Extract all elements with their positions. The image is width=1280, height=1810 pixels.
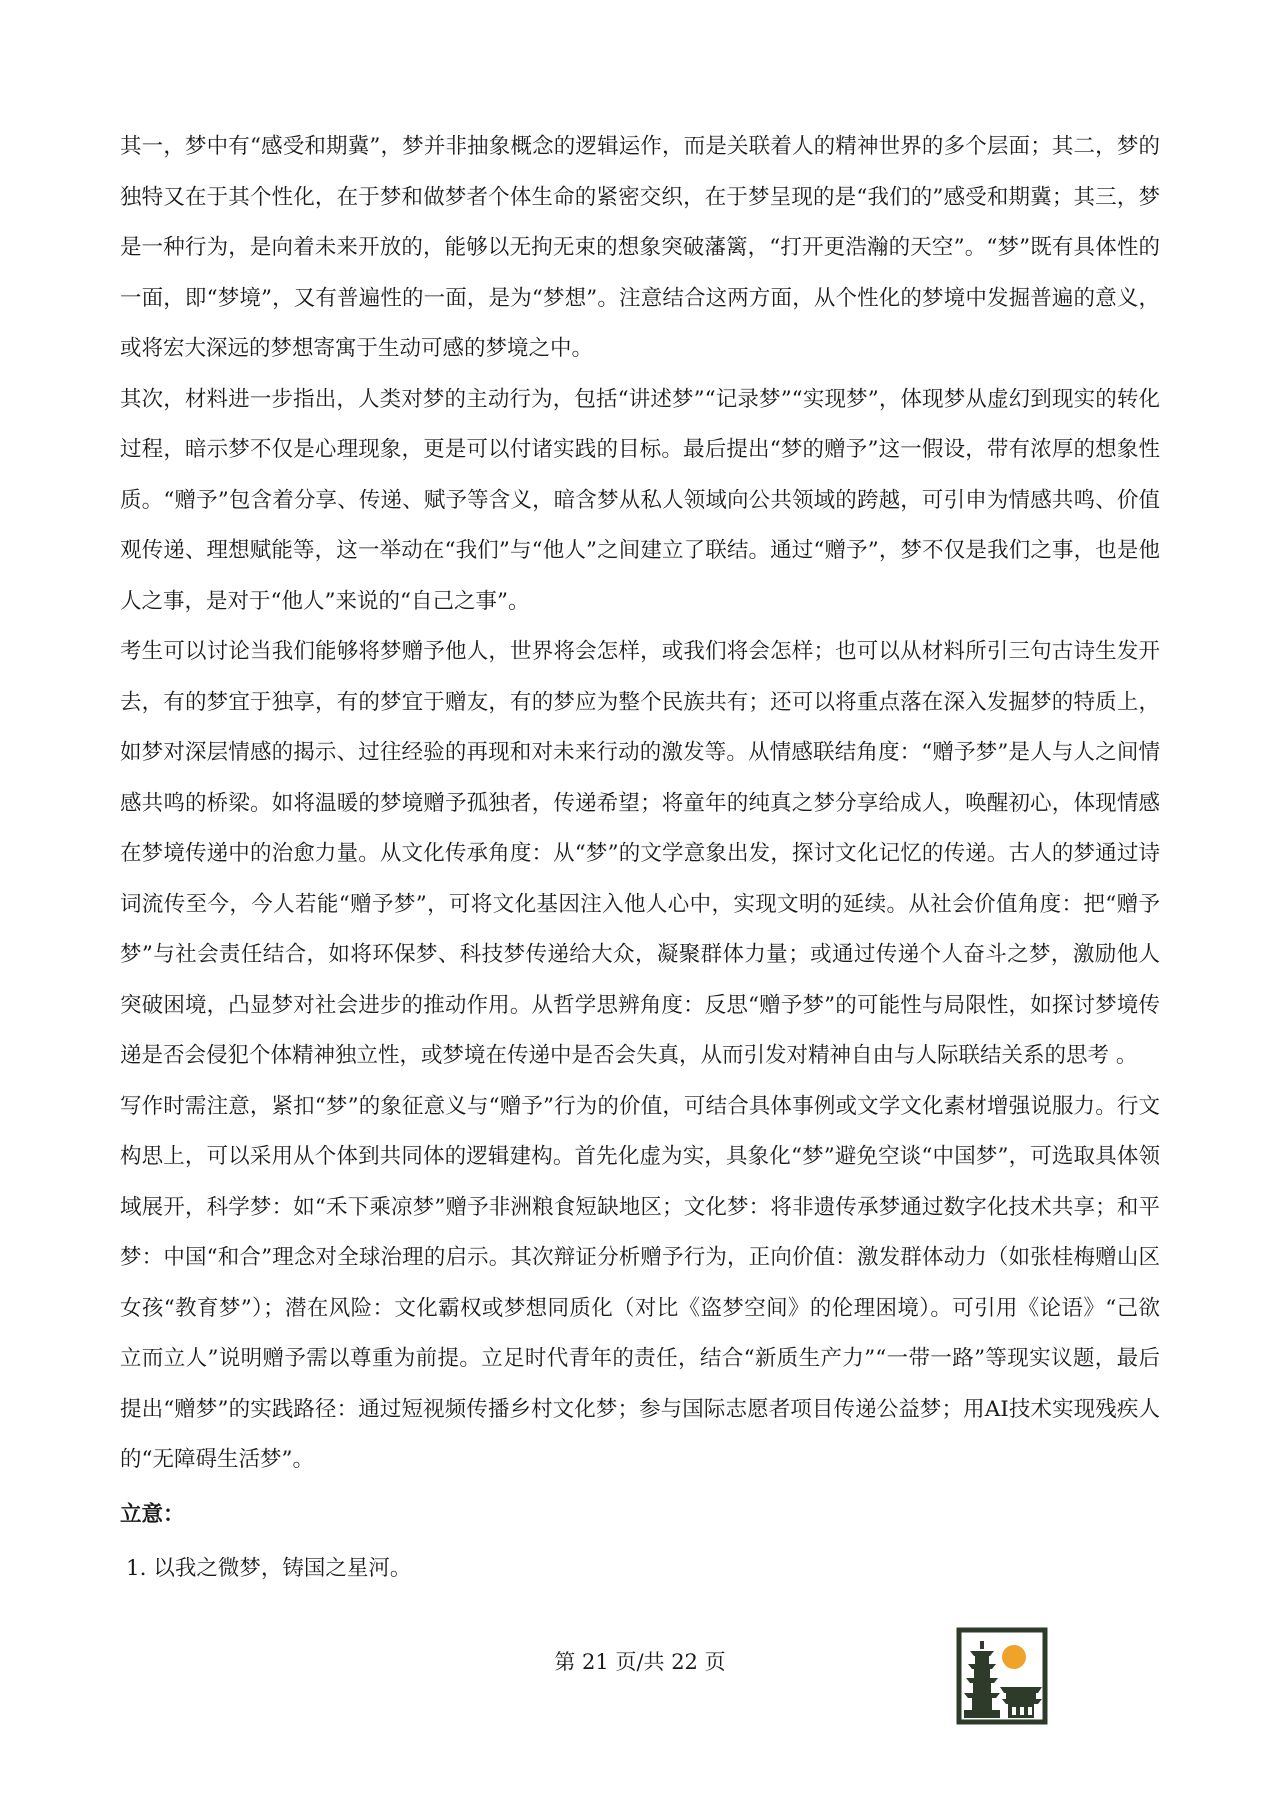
page-footer: 第 21 页/共 22 页 — [554, 1650, 726, 1674]
paragraph-1: 其一，梦中有“感受和期冀”，梦并非抽象概念的逻辑运作，而是关联着人的精神世界的多个层面；其二，梦的独特又在于其个性化，在于梦和做梦者个体生命的紧密交织，在于梦呈现的是“我们的”感受和期冀；其三，梦是一种行为，是向着未来开放的，能够以无拘无束的想象突破藩篱，“打开更浩瀚的天空”。“梦”既有具体性的一面，即“梦境”，又有普遍性的一面，是为“梦想”。注意结合这两方面，从个性化的梦境中发掘普遍的意义，或将宏大深远的梦想寄寓于生动可感的梦境之中。 — [120, 134, 1160, 361]
page-content — [120, 122, 1160, 1594]
pagoda-icon — [956, 1627, 1048, 1725]
section-heading: 立意： — [120, 1501, 185, 1527]
paragraph-3: 考生可以讨论当我们能够将梦赠予他人，世界将会怎样，或我们将会怎样；也可以从材料所引三句古诗生发开去，有的梦宜于独享，有的梦宜于赠友，有的梦应为整个民族共有；还可以将重点落在深入发掘梦的特质上，如梦对深层情感的揭示、过往经验的再现和对未来行动的激发等。从情感联结角度：“赠予梦”是人与人之间情感共鸣的桥梁。如将温暖的梦境赠予孤独者，传递希望；将童年的纯真之梦分享给成人，唤醒初心，体现情感在梦境传递中的治愈力量。从文化传承角度：从“梦”的文学意象出发，探讨文化记忆的传递。古人的梦通过诗词流传至今，今人若能“赠予梦”，可将文化基因注入他人心中，实现文明的延续。从社会价值角度：把“赠予梦”与社会责任结合，如将环保梦、科技梦传递给大众，凝聚群体力量；或通过传递个人奋斗之梦，激励他人突破困境，凸显梦对社会进步的推动作用。从哲学思辨角度：反思“赠予梦”的可能性与局限性，如探讨梦境传递是否会侵犯个体精神独立性，或梦境在传递中是否会失真，从而引发对精神自由与人际联结关系的思考 。 — [120, 639, 1160, 1068]
watermark-logo — [956, 1627, 1228, 1727]
paragraph-2: 其次，材料进一步指出，人类对梦的主动行为，包括“讲述梦”“记录梦”“实现梦”，体现梦从虚幻到现实的转化过程，暗示梦不仅是心理现象，更是可以付诸实践的目标。最后提出“梦的赠予”这一假设，带有浓厚的想象性质。“赠予”包含着分享、传递、赋予等含义，暗含梦从私人领域向公共领域的跨越，可引申为情感共鸣、价值观传递、理想赋能等，这一举动在“我们”与“他人”之间建立了联结。通过“赠予”，梦不仅是我们之事，也是他人之事，是对于“他人”来说的“自己之事”。 — [120, 386, 1160, 614]
paragraph-4: 写作时需注意，紧扣“梦”的象征意义与“赠予”行为的价值，可结合具体事例或文学文化素材增强说服力。行文构思上，可以采用从个体到共同体的逻辑建构。首先化虚为实，具象化“梦”避免空谈“中国梦”，可选取具体领域展开，科学梦：如“禾下乘凉梦”赠予非洲粮食短缺地区；文化梦：将非遗传承梦通过数字化技术共享；和平梦：中国“和合”理念对全球治理的启示。其次辩证分析赠予行为，正向价值：激发群体动力（如张桂梅赠山区女孩“教育梦”）；潜在风险：文化霸权或梦想同质化（对比《盗梦空间》的伦理困境）。可引用《论语》“己欲立而立人”说明赠予需以尊重为前提。立足时代青年的责任，结合“新质生产力”“一带一路”等现实议题，最后提出“赠梦”的实践路径：通过短视频传播乡村文化梦；参与国际志愿者项目传递公益梦；用AI技术实现残疾人的“无障碍生活梦”。 — [120, 1093, 1160, 1472]
list-item: 1. 以我之微梦，铸国之星河。 — [126, 1555, 412, 1581]
